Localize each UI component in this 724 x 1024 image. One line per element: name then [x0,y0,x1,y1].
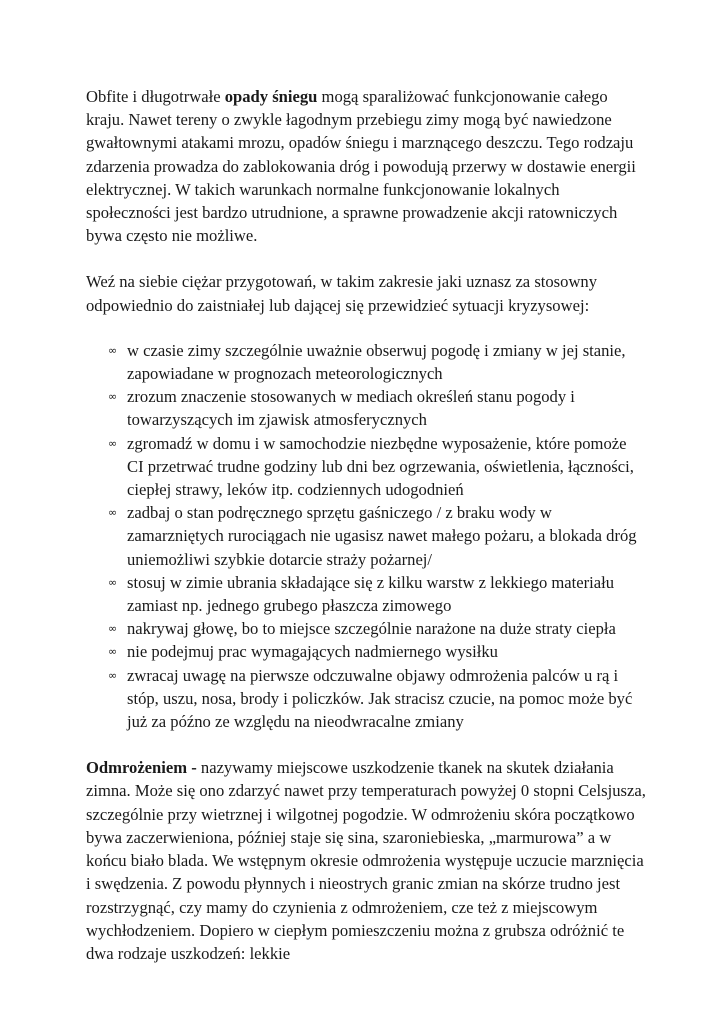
intro-paragraph [86,85,646,247]
infinity-bullet-icon: ∞ [108,506,118,520]
list-item [86,617,646,640]
infinity-bullet-icon: ∞ [108,622,118,636]
document-page [86,85,646,965]
list-item [86,432,646,502]
list-item-text: zrozum znaczenie stosowanych w mediach określeń stanu pogody i towarzyszących im zjawisk atmosferycznych [127,387,575,430]
list-item-text: zadbaj o stan podręcznego sprzętu gaśniczego / z braku wody w zamarzniętych rurociągach nie ugasisz nawet małego pożaru, a blokada dróg uniemożliwi szybkie dotarcie straży pożarnej/ [127,503,637,569]
list-item-text: stosuj w zimie ubrania składające się z kilku warstw z lekkiego materiału zamiast np. jednego grubego płaszcza zimowego [127,572,615,616]
list-item [86,385,646,431]
infinity-bullet-icon: ∞ [108,668,118,682]
frostbite-text: nazywamy miejscowe uszkodzenie tkanek na skutek działania zimna. Może się ono zdarzyć nawet przy temperaturach powyżej 0 stopni Celsjusza, szczególnie przy wietrznej i wilgotnej pogodzie. W odmrożeniu skóra początkowo bywa zaczerwieniona, później staje się sina, szaroniebieska, „marmurowa” a w końcu biało blada. We wstępnym okresie odmrożenia występuje uczucie marznięcia i swędzenia. Z powodu płynnych i nieostrych granic zmian na skórze trudno jest rozstrzygnąć, czy mamy do czynienia z odmrożeniem, cze też z miejscowym wychłodzeniem. Dopiero w ciepłym pomieszczeniu można z grubsza odróżnić te dwa rodzaje uszkodzeń: lekkie [86,758,646,963]
list-item [86,571,646,617]
frostbite-paragraph [86,756,646,965]
advice-list [86,339,646,733]
intro-text-start: Obfite i długotrwałe [86,87,225,106]
frostbite-term: Odmrożeniem - [86,758,201,778]
list-item-text: w czasie zimy szczególnie uważnie obserwuj pogodę i zmiany w jej stanie, zapowiadane w prognozach meteorologicznych [127,340,626,384]
list-item [86,664,646,734]
list-item-text: nakrywaj głowę, bo to miejsce szczególnie narażone na duże straty ciepła [127,619,616,639]
list-item [86,640,646,663]
infinity-bullet-icon: ∞ [108,343,118,357]
infinity-bullet-icon: ∞ [108,390,118,404]
infinity-bullet-icon: ∞ [108,645,118,659]
infinity-bullet-icon: ∞ [108,436,118,450]
list-item-text: nie podejmuj prac wymagających nadmiernego wysiłku [127,642,498,662]
list-item-text: zwracaj uwagę na pierwsze odczuwalne objawy odmrożenia palców u rą i stóp, uszu, nosa, brody i policzków. Jak stracisz czucie, na pomoc może być już za późno ze względu na nieodwracalne zmiany [127,665,633,732]
list-item-text: zgromadź w domu i w samochodzie niezbędne wyposażenie, które pomoże CI przetrwać trudne godziny lub dni bez ogrzewania, oświetlenia, łączności, ciepłej strawy, leków itp. codziennych udogodnień [127,433,634,500]
intro-bold-phrase: opady śniegu [224,87,318,106]
intro-text-rest: mogą sparaliżować funkcjonowanie całego kraju. Nawet tereny o zwykle łagodnym przebiegu zimy mogą być nawiedzone gwałtownymi atakami mrozu, opadów śniegu i marznącego deszczu. Tego rodzaju zdarzenia prowadza do zablokowania dróg i powodują przerwy w dostawie energii elektrycznej. W takich warunkach normalne funkcjonowanie lokalnych społeczności jest bardzo utrudnione, a sprawne prowadzenie akcji ratowniczych bywa często nie możliwe. [86,87,636,246]
list-item [86,339,646,385]
infinity-bullet-icon: ∞ [108,575,118,589]
list-item [86,501,646,571]
preparation-paragraph: Weź na siebie ciężar przygotowań, w takim zakresie jaki uznasz za stosowny odpowiednio do zaistniałej lub dającej się przewidzieć sytuacji kryzysowej: [86,272,598,315]
